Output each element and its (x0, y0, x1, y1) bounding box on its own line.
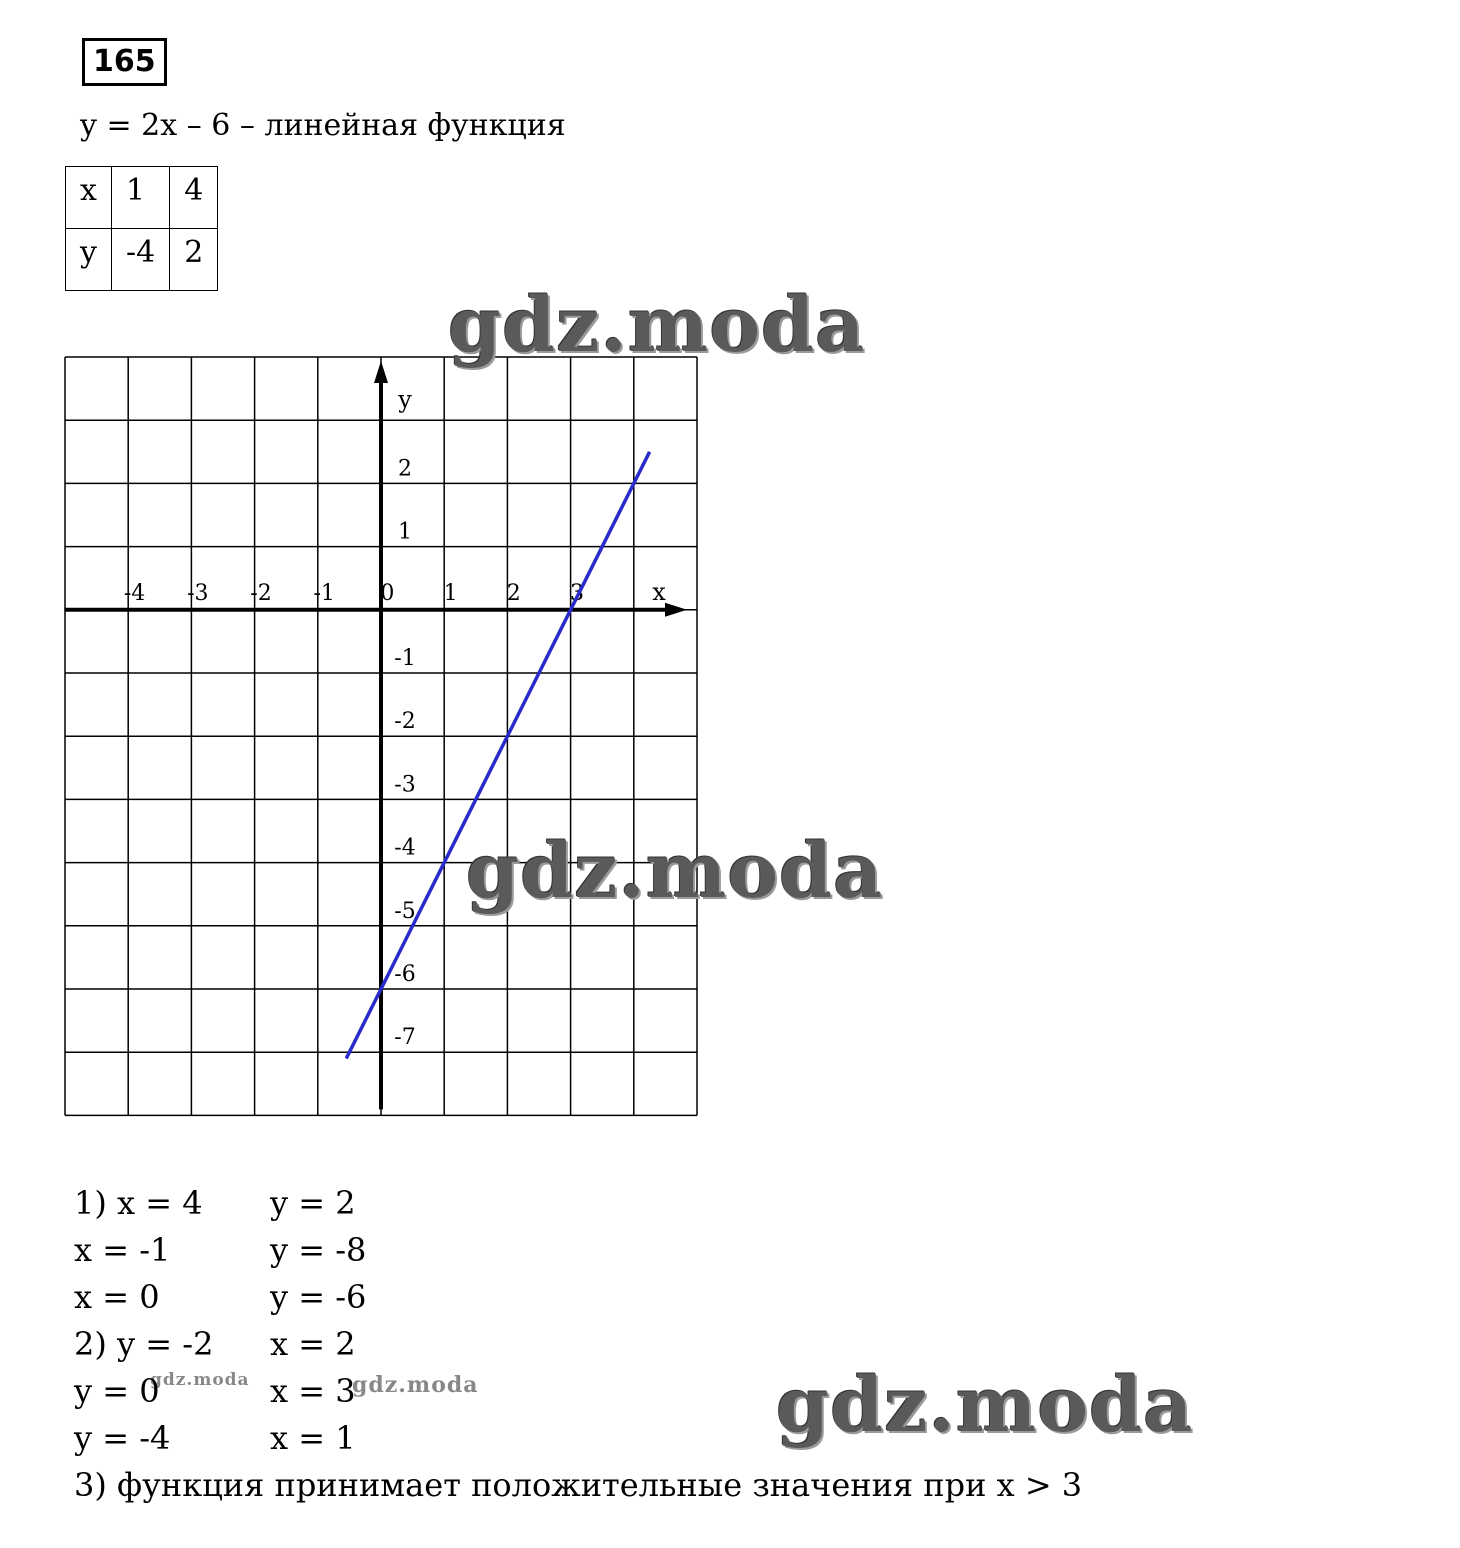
x-axis-label: x (652, 577, 666, 606)
table-cell: 1 (111, 167, 169, 229)
equation-text: y = 2x – 6 – линейная функция (80, 108, 566, 143)
answer-right: x = 1 (270, 1419, 356, 1457)
table-cell: y (66, 229, 112, 291)
table-cell: 2 (170, 229, 218, 291)
x-tick-label: -4 (123, 580, 146, 606)
x-tick-label: 1 (443, 580, 458, 606)
x-tick-label: -3 (187, 580, 209, 606)
watermark: gdz.moda (776, 1360, 1194, 1449)
answer-right: y = -6 (270, 1278, 367, 1316)
y-tick-label: 1 (398, 519, 412, 545)
answer-row (74, 1180, 1082, 1227)
function-line (346, 452, 649, 1059)
answer-left: 1) x = 4 (74, 1184, 203, 1222)
answer-left: y = -4 (74, 1419, 171, 1457)
answers-block (74, 1180, 1082, 1509)
y-tick-label: -7 (394, 1025, 416, 1051)
watermark: gdz.moda (150, 1370, 250, 1390)
x-tick-label: 2 (506, 580, 521, 606)
answer-row (74, 1227, 1082, 1274)
answer-right: y = -8 (270, 1231, 367, 1269)
y-tick-label: -2 (394, 709, 416, 735)
y-axis-arrow-icon (374, 361, 388, 383)
watermark: gdz.moda (466, 826, 884, 915)
answer-row (74, 1368, 1082, 1415)
answer-left: x = -1 (74, 1231, 171, 1269)
problem-number: 165 (82, 38, 167, 86)
x-tick-label: -2 (250, 580, 272, 606)
answer-row (74, 1415, 1082, 1462)
answer-row (74, 1321, 1082, 1368)
answer-left: x = 0 (74, 1278, 160, 1316)
y-tick-label: -6 (394, 962, 416, 987)
answer-left: 2) y = -2 (74, 1325, 214, 1363)
y-tick-label: -4 (394, 835, 416, 861)
x-tick-label: 3 (570, 580, 584, 606)
watermark: gdz.moda (448, 280, 866, 369)
answer-right: x = 2 (270, 1325, 356, 1363)
y-tick-label: -5 (394, 898, 416, 924)
x-tick-label: 0 (380, 580, 395, 606)
x-axis-arrow-icon (665, 603, 687, 617)
conclusion-text: 3) функция принимает положительные значения при x > 3 (74, 1466, 1083, 1504)
y-tick-label: -3 (394, 772, 416, 798)
y-tick-label: -1 (394, 646, 416, 671)
x-tick-label: -1 (313, 580, 335, 606)
table-cell: -4 (111, 229, 169, 291)
answer-left: y = 0 (74, 1372, 160, 1410)
answer-right: y = 2 (270, 1184, 356, 1222)
table-cell: 4 (170, 167, 218, 229)
y-axis-label: y (398, 385, 412, 414)
y-tick-label: 2 (398, 456, 412, 482)
answer-row (74, 1274, 1082, 1321)
table-cell: x (66, 167, 112, 229)
watermark: gdz.moda (352, 1372, 479, 1398)
answer-right: x = 3 (270, 1372, 356, 1410)
